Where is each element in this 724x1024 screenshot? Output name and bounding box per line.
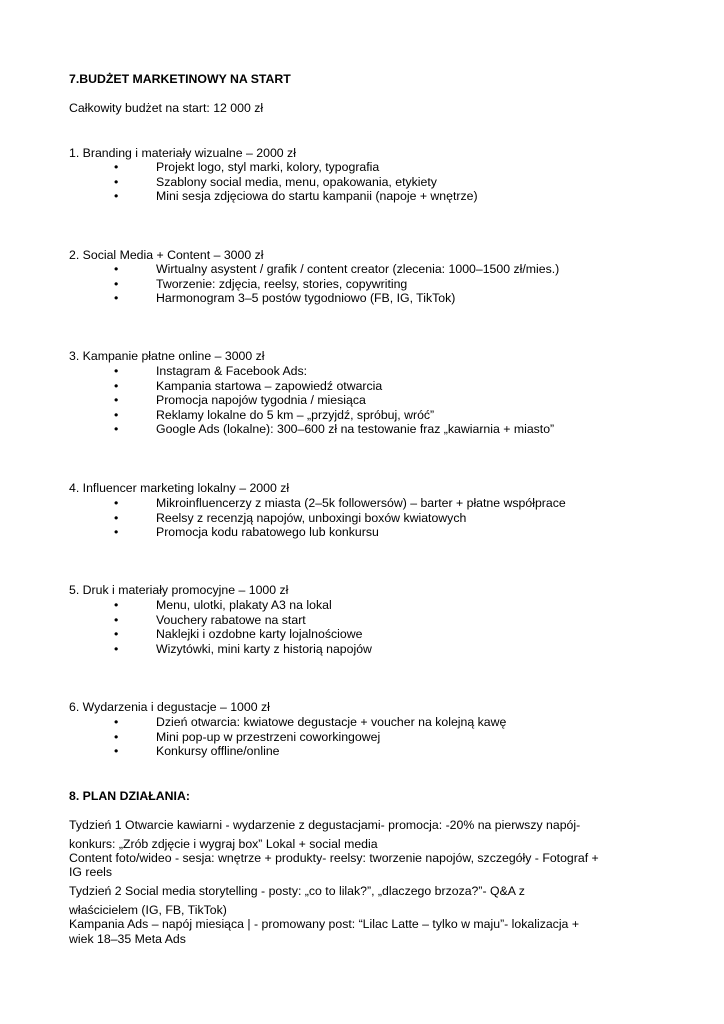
bullet-icon: • — [114, 612, 119, 627]
plan-line: właścicielem (IG, FB, TikTok) — [69, 903, 227, 917]
budget-group-title: 2. Social Media + Content – 3000 zł — [69, 248, 264, 262]
list-item: • Wirtualny asystent / grafik / content creator (zlecenia: 1000–1500 zł/mies.) — [114, 262, 560, 276]
budget-group-title: 4. Influencer marketing lokalny – 2000 zł — [69, 481, 290, 495]
plan-line: IG reels — [69, 865, 113, 879]
bullet-icon: • — [114, 160, 119, 174]
bullet-icon: • — [114, 627, 119, 642]
list-item: • Mini sesja zdjęciowa do startu kampanii (napoje + wnętrze) — [114, 189, 478, 204]
budget-group-title: 5. Druk i materiały promocyjne – 1000 zł — [69, 583, 289, 597]
list-item: • Szablony social media, menu, opakowania, etykiety — [114, 174, 437, 189]
list-item: • Menu, ulotki, plakaty A3 na lokal — [114, 598, 332, 612]
list-item: • Mikroinfluencerzy z miasta (2–5k followersów) – barter + płatne współprace — [114, 496, 566, 510]
list-item: • Promocja kodu rabatowego lub konkursu — [114, 525, 379, 540]
bullet-icon: • — [114, 744, 119, 759]
plan-line: Tydzień 2 Social media storytelling - posty: „co to lilak?”, „dlaczego brzoza?”- Q&A z — [69, 884, 525, 898]
budget-group-list — [0, 160, 724, 204]
bullet-icon: • — [114, 189, 119, 204]
list-item: • Konkursy offline/online — [114, 744, 280, 759]
bullet-icon: • — [114, 715, 119, 729]
list-item: • Reklamy lokalne do 5 km – „przyjdź, spróbuj, wróć” — [114, 407, 435, 422]
list-item: • Naklejki i ozdobne karty lojalnościowe — [114, 627, 363, 642]
list-item: • Dzień otwarcia: kwiatowe degustacje + voucher na kolejną kawę — [114, 715, 507, 729]
list-item: • Harmonogram 3–5 postów tygodniowo (FB, IG, TikTok) — [114, 291, 456, 306]
bullet-icon: • — [114, 407, 119, 422]
bullet-icon: • — [114, 262, 119, 276]
list-item: • Promocja napojów tygodnia / miesiąca — [114, 393, 366, 408]
bullet-icon: • — [114, 496, 119, 510]
list-item: • Tworzenie: zdjęcia, reelsy, stories, copywriting — [114, 276, 408, 291]
bullet-icon: • — [114, 598, 119, 612]
bullet-icon: • — [114, 174, 119, 189]
budget-group-list — [0, 598, 724, 656]
plan-line: konkurs: „Zrób zdjęcie i wygraj box” Lokal + social media — [69, 837, 378, 851]
list-item: • Vouchery rabatowe na start — [114, 612, 306, 627]
list-item: • Instagram & Facebook Ads: — [114, 364, 308, 378]
bullet-icon: • — [114, 364, 119, 378]
budget-group-list — [0, 496, 724, 540]
plan-line: Kampania Ads – napój miesiąca | - promowany post: “Lilac Latte – tylko w maju”- lokalizacja + — [69, 917, 579, 931]
section-8-heading: 8. PLAN DZIAŁANIA: — [69, 789, 190, 803]
bullet-icon: • — [114, 422, 119, 437]
bullet-icon: • — [114, 641, 119, 656]
budget-group-list — [0, 262, 724, 306]
list-item: • Google Ads (lokalne): 300–600 zł na testowanie fraz „kawiarnia + miasto” — [114, 422, 555, 437]
section-7-heading: 7.BUDŻET MARKETINOWY NA START — [69, 72, 291, 86]
bullet-icon: • — [114, 729, 119, 744]
bullet-icon: • — [114, 378, 119, 393]
budget-group-list — [0, 715, 724, 759]
list-item: • Reelsy z recenzją napojów, unboxingi boxów kwiatowych — [114, 510, 467, 525]
list-item: • Mini pop-up w przestrzeni coworkingowej — [114, 729, 381, 744]
plan-line: wiek 18–35 Meta Ads — [69, 932, 186, 946]
budget-group-title: 1. Branding i materiały wizualne – 2000 zł — [69, 146, 296, 160]
list-item: • Wizytówki, mini karty z historią napojów — [114, 641, 372, 656]
budget-group-title: 6. Wydarzenia i degustacje – 1000 zł — [69, 700, 270, 714]
total-budget: Całkowity budżet na start: 12 000 zł — [69, 101, 264, 115]
budget-group-title: 3. Kampanie płatne online – 3000 zł — [69, 349, 265, 363]
bullet-icon: • — [114, 525, 119, 540]
bullet-icon: • — [114, 510, 119, 525]
budget-group-list — [0, 364, 724, 437]
plan-line: Content foto/wideo - sesja: wnętrze + produkty- reelsy: tworzenie napojów, szczegóły - Fotograf + — [69, 851, 599, 865]
bullet-icon: • — [114, 393, 119, 408]
list-item: • Projekt logo, styl marki, kolory, typografia — [114, 160, 380, 174]
plan-line: Tydzień 1 Otwarcie kawiarni - wydarzenie z degustacjami- promocja: -20% na pierwszy napój- — [69, 818, 581, 832]
bullet-icon: • — [114, 291, 119, 306]
bullet-icon: • — [114, 276, 119, 291]
list-item: • Kampania startowa – zapowiedź otwarcia — [114, 378, 383, 393]
